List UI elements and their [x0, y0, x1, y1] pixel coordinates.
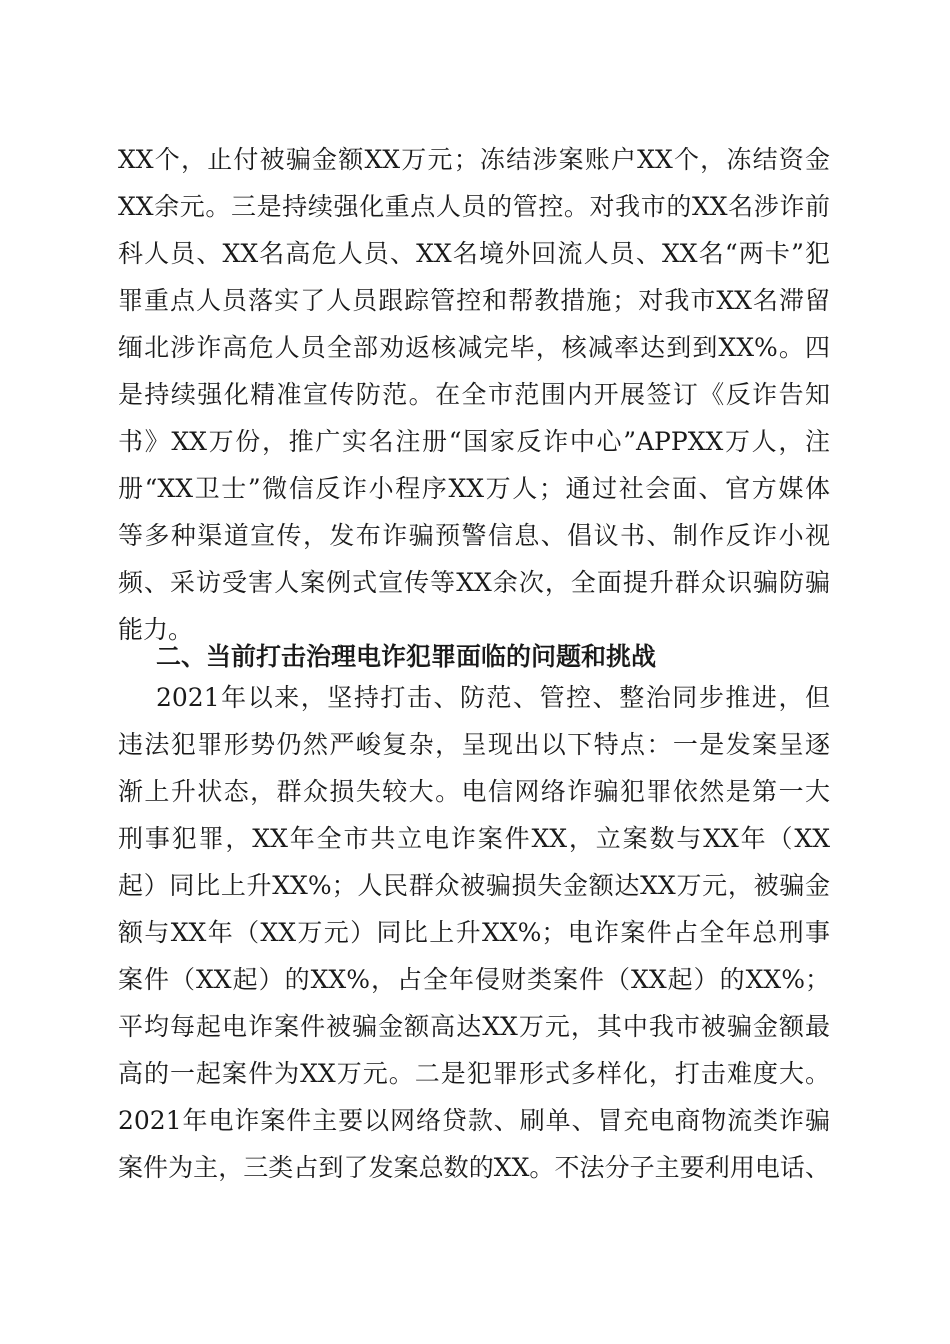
section-heading: 二、当前打击治理电诈犯罪面临的问题和挑战	[156, 642, 657, 671]
body-line: 是持续强化精准宣传防范。在全市范围内开展签订《反诈告知	[118, 380, 830, 409]
body-line: 额与XX年（XX万元）同比上升XX%；电诈案件占全年总刑事	[118, 918, 830, 947]
body-line: 案件（XX起）的XX%，占全年侵财类案件（XX起）的XX%；	[118, 965, 830, 994]
body-line: 违法犯罪形势仍然严峻复杂，呈现出以下特点：一是发案呈逐	[118, 730, 830, 759]
body-line: 渐上升状态，群众损失较大。电信网络诈骗犯罪依然是第一大	[118, 777, 830, 806]
body-line: 起）同比上升XX%；人民群众被骗损失金额达XX万元，被骗金	[118, 871, 830, 900]
body-line: 刑事犯罪，XX年全市共立电诈案件XX，立案数与XX年（XX	[118, 824, 830, 853]
paragraph-first-line: 2021年以来，坚持打击、防范、管控、整治同步推进，但	[156, 683, 830, 712]
body-line: 册“XX卫士”微信反诈小程序XX万人；通过社会面、官方媒体	[118, 474, 830, 503]
body-line: 罪重点人员落实了人员跟踪管控和帮教措施；对我市XX名滞留	[118, 286, 830, 315]
body-line: 书》XX万份，推广实名注册“国家反诈中心”APPXX万人，注	[118, 427, 830, 456]
body-line: 2021年电诈案件主要以网络贷款、刷单、冒充电商物流类诈骗	[118, 1106, 830, 1135]
body-line: XX个，止付被骗金额XX万元；冻结涉案账户XX个，冻结资金	[118, 145, 830, 174]
body-line: 科人员、XX名高危人员、XX名境外回流人员、XX名“两卡”犯	[118, 239, 830, 268]
body-line: 等多种渠道宣传，发布诈骗预警信息、倡议书、制作反诈小视	[118, 521, 830, 550]
body-line: 高的一起案件为XX万元。二是犯罪形式多样化，打击难度大。	[118, 1059, 830, 1088]
body-line: 频、采访受害人案例式宣传等XX余次，全面提升群众识骗防骗	[118, 568, 830, 597]
body-line: 能力。	[118, 615, 194, 644]
body-line: 缅北涉诈高危人员全部劝返核减完毕，核减率达到到XX%。四	[118, 333, 830, 362]
body-line: XX余元。三是持续强化重点人员的管控。对我市的XX名涉诈前	[118, 192, 830, 221]
body-line: 平均每起电诈案件被骗金额高达XX万元，其中我市被骗金额最	[118, 1012, 830, 1041]
body-line: 案件为主，三类占到了发案总数的XX。不法分子主要利用电话、	[118, 1153, 830, 1182]
